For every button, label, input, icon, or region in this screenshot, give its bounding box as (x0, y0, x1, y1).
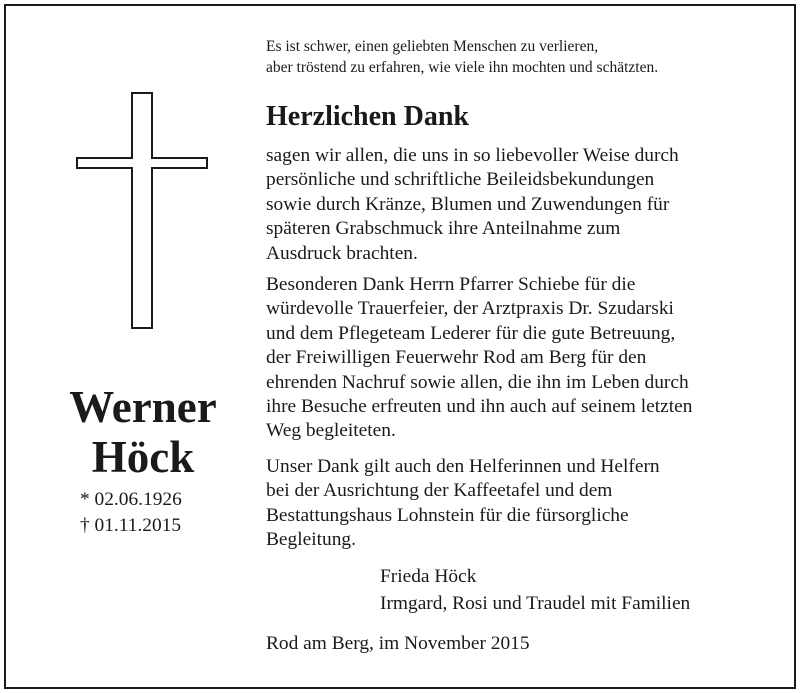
text-line: ihre Besuche erfreuten und ihn auch auf seinem letzten (266, 396, 693, 418)
paragraph-thanks-all (266, 144, 786, 266)
text-line: Weg begleiteten. (266, 420, 396, 442)
deceased-first-name: Werner (69, 382, 217, 432)
quote-line: aber tröstend zu erfahren, wie viele ihn mochten und schätzten. (266, 59, 659, 76)
text-line: Begleitung. (266, 529, 356, 551)
text-line: sagen wir allen, die uns in so liebevoller Weise durch (266, 145, 679, 166)
death-date: † 01.11.2015 (80, 515, 182, 536)
place-date: Rod am Berg, im November 2015 (266, 633, 530, 654)
text-line: Besonderen Dank Herrn Pfarrer Schiebe für die (266, 274, 636, 295)
text-line: sowie durch Kränze, Blumen und Zuwendungen für (266, 193, 670, 215)
cross-icon (76, 92, 208, 329)
epigraph-quote (266, 36, 786, 78)
signers (380, 563, 690, 617)
paragraph-helpers (266, 455, 786, 553)
signer-line: Irmgard, Rosi und Traudel mit Familien (380, 593, 691, 614)
text-line: der Freiwilligen Feuerwehr Rod am Berg für den (266, 347, 647, 369)
paragraph-special-thanks (266, 273, 786, 444)
life-dates (80, 487, 182, 539)
text-line: ehrenden Nachruf sowie allen, die ihn im Leben durch (266, 371, 689, 393)
text-line: Ausdruck brachten. (266, 242, 418, 264)
text-line: und dem Pflegeteam Lederer für die gute Betreuung, (266, 322, 676, 344)
heading-thanks: Herzlichen Dank (266, 101, 469, 132)
quote-line: Es ist schwer, einen geliebten Menschen zu verlieren, (266, 38, 599, 55)
text-line: Bestattungshaus Lohnstein für die fürsorgliche (266, 504, 629, 526)
text-line: bei der Ausrichtung der Kaffeetafel und dem (266, 480, 613, 502)
birth-date: * 02.06.1926 (80, 489, 182, 510)
text-line: würdevolle Trauerfeier, der Arztpraxis Dr. Szudarski (266, 298, 674, 320)
signer-line: Frieda Höck (380, 566, 477, 587)
deceased-last-name: Höck (91, 432, 195, 482)
text-line: Unser Dank gilt auch den Helferinnen und Helfern (266, 456, 660, 477)
text-line: späteren Grabschmuck ihre Anteilnahme zum (266, 218, 621, 240)
text-line: persönliche und schriftliche Beileidsbekundungen (266, 169, 655, 191)
